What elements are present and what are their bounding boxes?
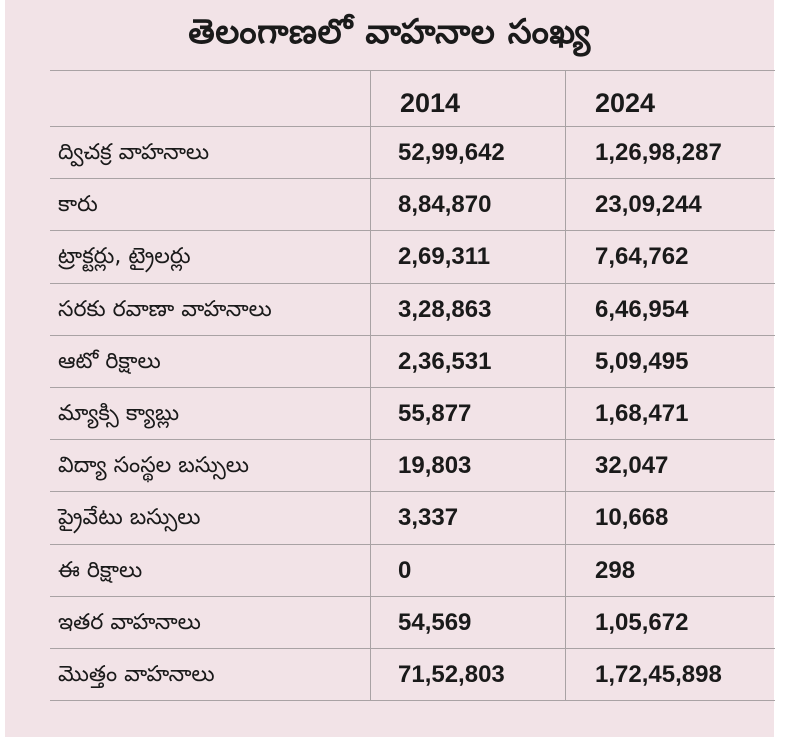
table-panel [5, 0, 774, 737]
rule-col-2024 [565, 70, 566, 700]
rule-header [50, 126, 775, 127]
row-label: విద్యా సంస్థల బస్సులు [58, 453, 249, 479]
value-2024: 298 [595, 556, 636, 584]
value-2014: 55,877 [398, 400, 472, 427]
rule-row [50, 544, 775, 545]
row-label: సరకు రవాణా వాహనాలు [58, 296, 272, 322]
value-2024: 1,26,98,287 [595, 139, 722, 166]
value-2014: 71,52,803 [398, 661, 505, 688]
row-label: ప్రైవేటు బస్సులు [58, 505, 201, 531]
value-2014: 2,36,531 [398, 347, 492, 375]
column-header-2024: 2024 [595, 88, 656, 118]
rule-row [50, 439, 775, 440]
rule-top [50, 70, 775, 71]
row-label: ద్విచక్ర వాహనాలు [58, 140, 210, 165]
value-2024: 32,047 [595, 452, 669, 480]
row-label: మొత్తం వాహనాలు [58, 662, 215, 687]
rule-row [50, 178, 775, 179]
value-2014: 0 [398, 556, 412, 584]
rule-row [50, 387, 775, 388]
value-2024: 1,05,672 [595, 608, 689, 636]
value-2014: 3,337 [398, 504, 459, 532]
row-label: ట్రాక్టర్లు, ట్రైలర్లు [58, 244, 191, 270]
value-2024: 5,09,495 [595, 347, 689, 375]
value-2014: 2,69,311 [398, 243, 491, 271]
value-2024: 7,64,762 [595, 243, 689, 271]
rule-row [50, 335, 775, 336]
row-label: ఇతర వాహనాలు [58, 609, 201, 635]
value-2014: 3,28,863 [398, 295, 492, 323]
value-2024: 1,68,471 [595, 400, 689, 427]
value-2024: 10,668 [595, 504, 669, 532]
value-2024: 1,72,45,898 [595, 661, 722, 688]
rule-row [50, 491, 775, 492]
rule-row [50, 230, 775, 231]
value-2024: 6,46,954 [595, 295, 689, 323]
rule-col-2014 [370, 70, 371, 700]
rule-row [50, 700, 775, 701]
value-2014: 52,99,642 [398, 139, 505, 166]
value-2014: 54,569 [398, 608, 472, 636]
value-2014: 19,803 [398, 452, 472, 480]
row-label: కారు [58, 192, 98, 218]
rule-row [50, 648, 775, 649]
value-2024: 23,09,244 [595, 191, 702, 219]
row-label: ఆటో రిక్షాలు [58, 348, 161, 374]
column-header-2014: 2014 [400, 88, 461, 118]
row-label: ఈ రిక్షాలు [58, 557, 143, 583]
value-2014: 8,84,870 [398, 191, 492, 219]
rule-row [50, 596, 775, 597]
table-title: తెలంగాణలో వాహనాల సంఖ్య [188, 12, 591, 52]
rule-row [50, 283, 775, 284]
row-label: మ్యాక్సి క్యాబ్లు [58, 401, 180, 426]
